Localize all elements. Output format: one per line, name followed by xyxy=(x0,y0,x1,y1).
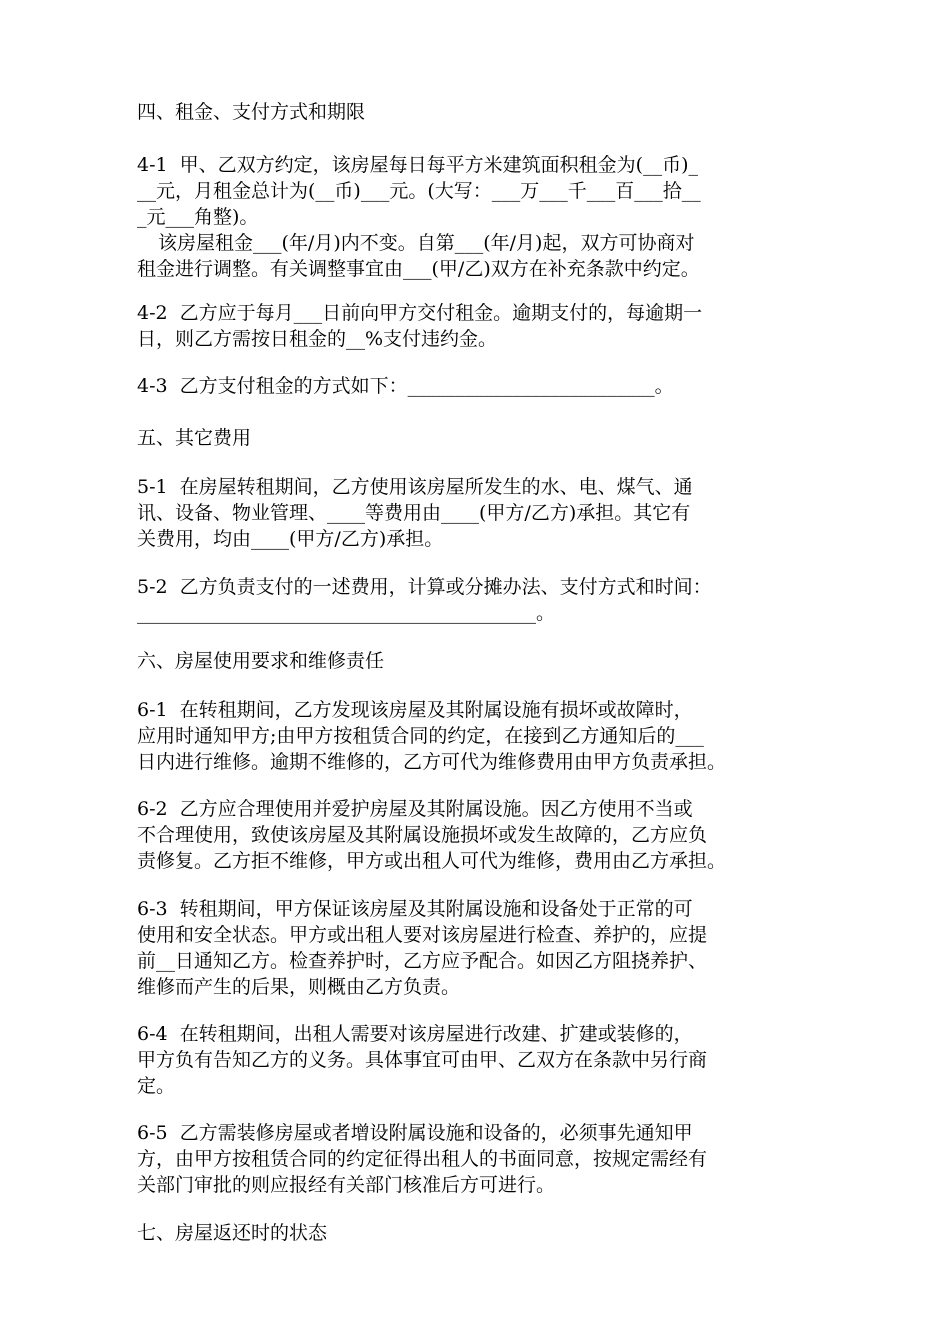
clause-4-1-line-3: _元___角整)。 xyxy=(137,206,259,228)
section-heading-return-condition: 七、房屋返还时的状态 xyxy=(137,1222,328,1244)
clause-6-3-line-1: 6-3 转租期间，甲方保证该房屋及其附属设施和设备处于正常的可 xyxy=(137,898,693,920)
clause-6-5-line-2: 方，由甲方按租赁合同的约定征得出租人的书面同意，按规定需经有 xyxy=(137,1148,708,1170)
clause-4-2-line-2: 日，则乙方需按日租金的__%支付违约金。 xyxy=(137,328,498,350)
clause-6-5-line-3: 关部门审批的则应报经有关部门核准后方可进行。 xyxy=(137,1174,556,1196)
clause-5-1-line-2: 讯、设备、物业管理、____等费用由____(甲方/乙方)承担。其它有 xyxy=(137,502,691,524)
clause-4-1-line-1: 4-1 甲、乙双方约定，该房屋每日每平方米建筑面积租金为(__币)_ xyxy=(137,154,699,176)
clause-6-3-line-2: 使用和安全状态。甲方或出租人要对该房屋进行检查、养护的，应提 xyxy=(137,924,708,946)
clause-6-3-line-4: 维修而产生的后果，则概由乙方负责。 xyxy=(137,976,461,998)
clause-6-1-line-3: 日内进行维修。逾期不维修的，乙方可代为维修费用由甲方负责承担。 xyxy=(137,751,727,773)
clause-6-2-line-2: 不合理使用，致使该房屋及其附属设施损坏或发生故障的，乙方应负 xyxy=(137,824,708,846)
section-heading-rent-payment: 四、租金、支付方式和期限 xyxy=(137,101,366,123)
clause-6-2-line-1: 6-2 乙方应合理使用并爱护房屋及其附属设施。因乙方使用不当或 xyxy=(137,798,693,820)
section-heading-use-and-repair: 六、房屋使用要求和维修责任 xyxy=(137,650,385,672)
clause-4-1-line-4: 该房屋租金___(年/月)内不变。自第___(年/月)起，双方可协商对 xyxy=(158,232,695,254)
clause-5-1-line-3: 关费用，均由____(甲方/乙方)承担。 xyxy=(137,528,444,550)
clause-6-4-line-3: 定。 xyxy=(137,1075,176,1097)
clause-6-4-line-2: 甲方负有告知乙方的义务。具体事宜可由甲、乙双方在条款中另行商 xyxy=(137,1049,708,1071)
clause-6-2-line-3: 责修复。乙方拒不维修，甲方或出租人可代为维修，费用由乙方承担。 xyxy=(137,850,727,872)
clause-5-1-line-1: 5-1 在房屋转租期间，乙方使用该房屋所发生的水、电、煤气、通 xyxy=(137,476,693,498)
clause-5-2-line-2: __________________________________________。 xyxy=(137,602,556,624)
clause-4-3-line-1: 4-3 乙方支付租金的方式如下：__________________________。 xyxy=(137,375,674,397)
clause-4-2-line-1: 4-2 乙方应于每月___日前向甲方交付租金。逾期支付的，每逾期一 xyxy=(137,302,703,324)
clause-4-1-line-2: __元，月租金总计为(__币)___元。(大写：___万___千___百___拾__ xyxy=(137,180,701,202)
clause-5-2-line-1: 5-2 乙方负责支付的一述费用，计算或分摊办法、支付方式和时间： xyxy=(137,576,712,598)
clause-6-3-line-3: 前__日通知乙方。检查养护时，乙方应予配合。如因乙方阻挠养护、 xyxy=(137,950,708,972)
clause-6-1-line-2: 应用时通知甲方;由甲方按租赁合同的约定，在接到乙方通知后的___ xyxy=(137,725,704,747)
clause-6-4-line-1: 6-4 在转租期间，出租人需要对该房屋进行改建、扩建或装修的， xyxy=(137,1023,693,1045)
clause-6-1-line-1: 6-1 在转租期间，乙方发现该房屋及其附属设施有损坏或故障时， xyxy=(137,699,693,721)
clause-6-5-line-1: 6-5 乙方需装修房屋或者增设附属设施和设备的，必须事先通知甲 xyxy=(137,1122,693,1144)
section-heading-other-fees: 五、其它费用 xyxy=(137,427,252,449)
clause-4-1-line-5: 租金进行调整。有关调整事宜由___(甲/乙)双方在补充条款中约定。 xyxy=(137,258,700,280)
